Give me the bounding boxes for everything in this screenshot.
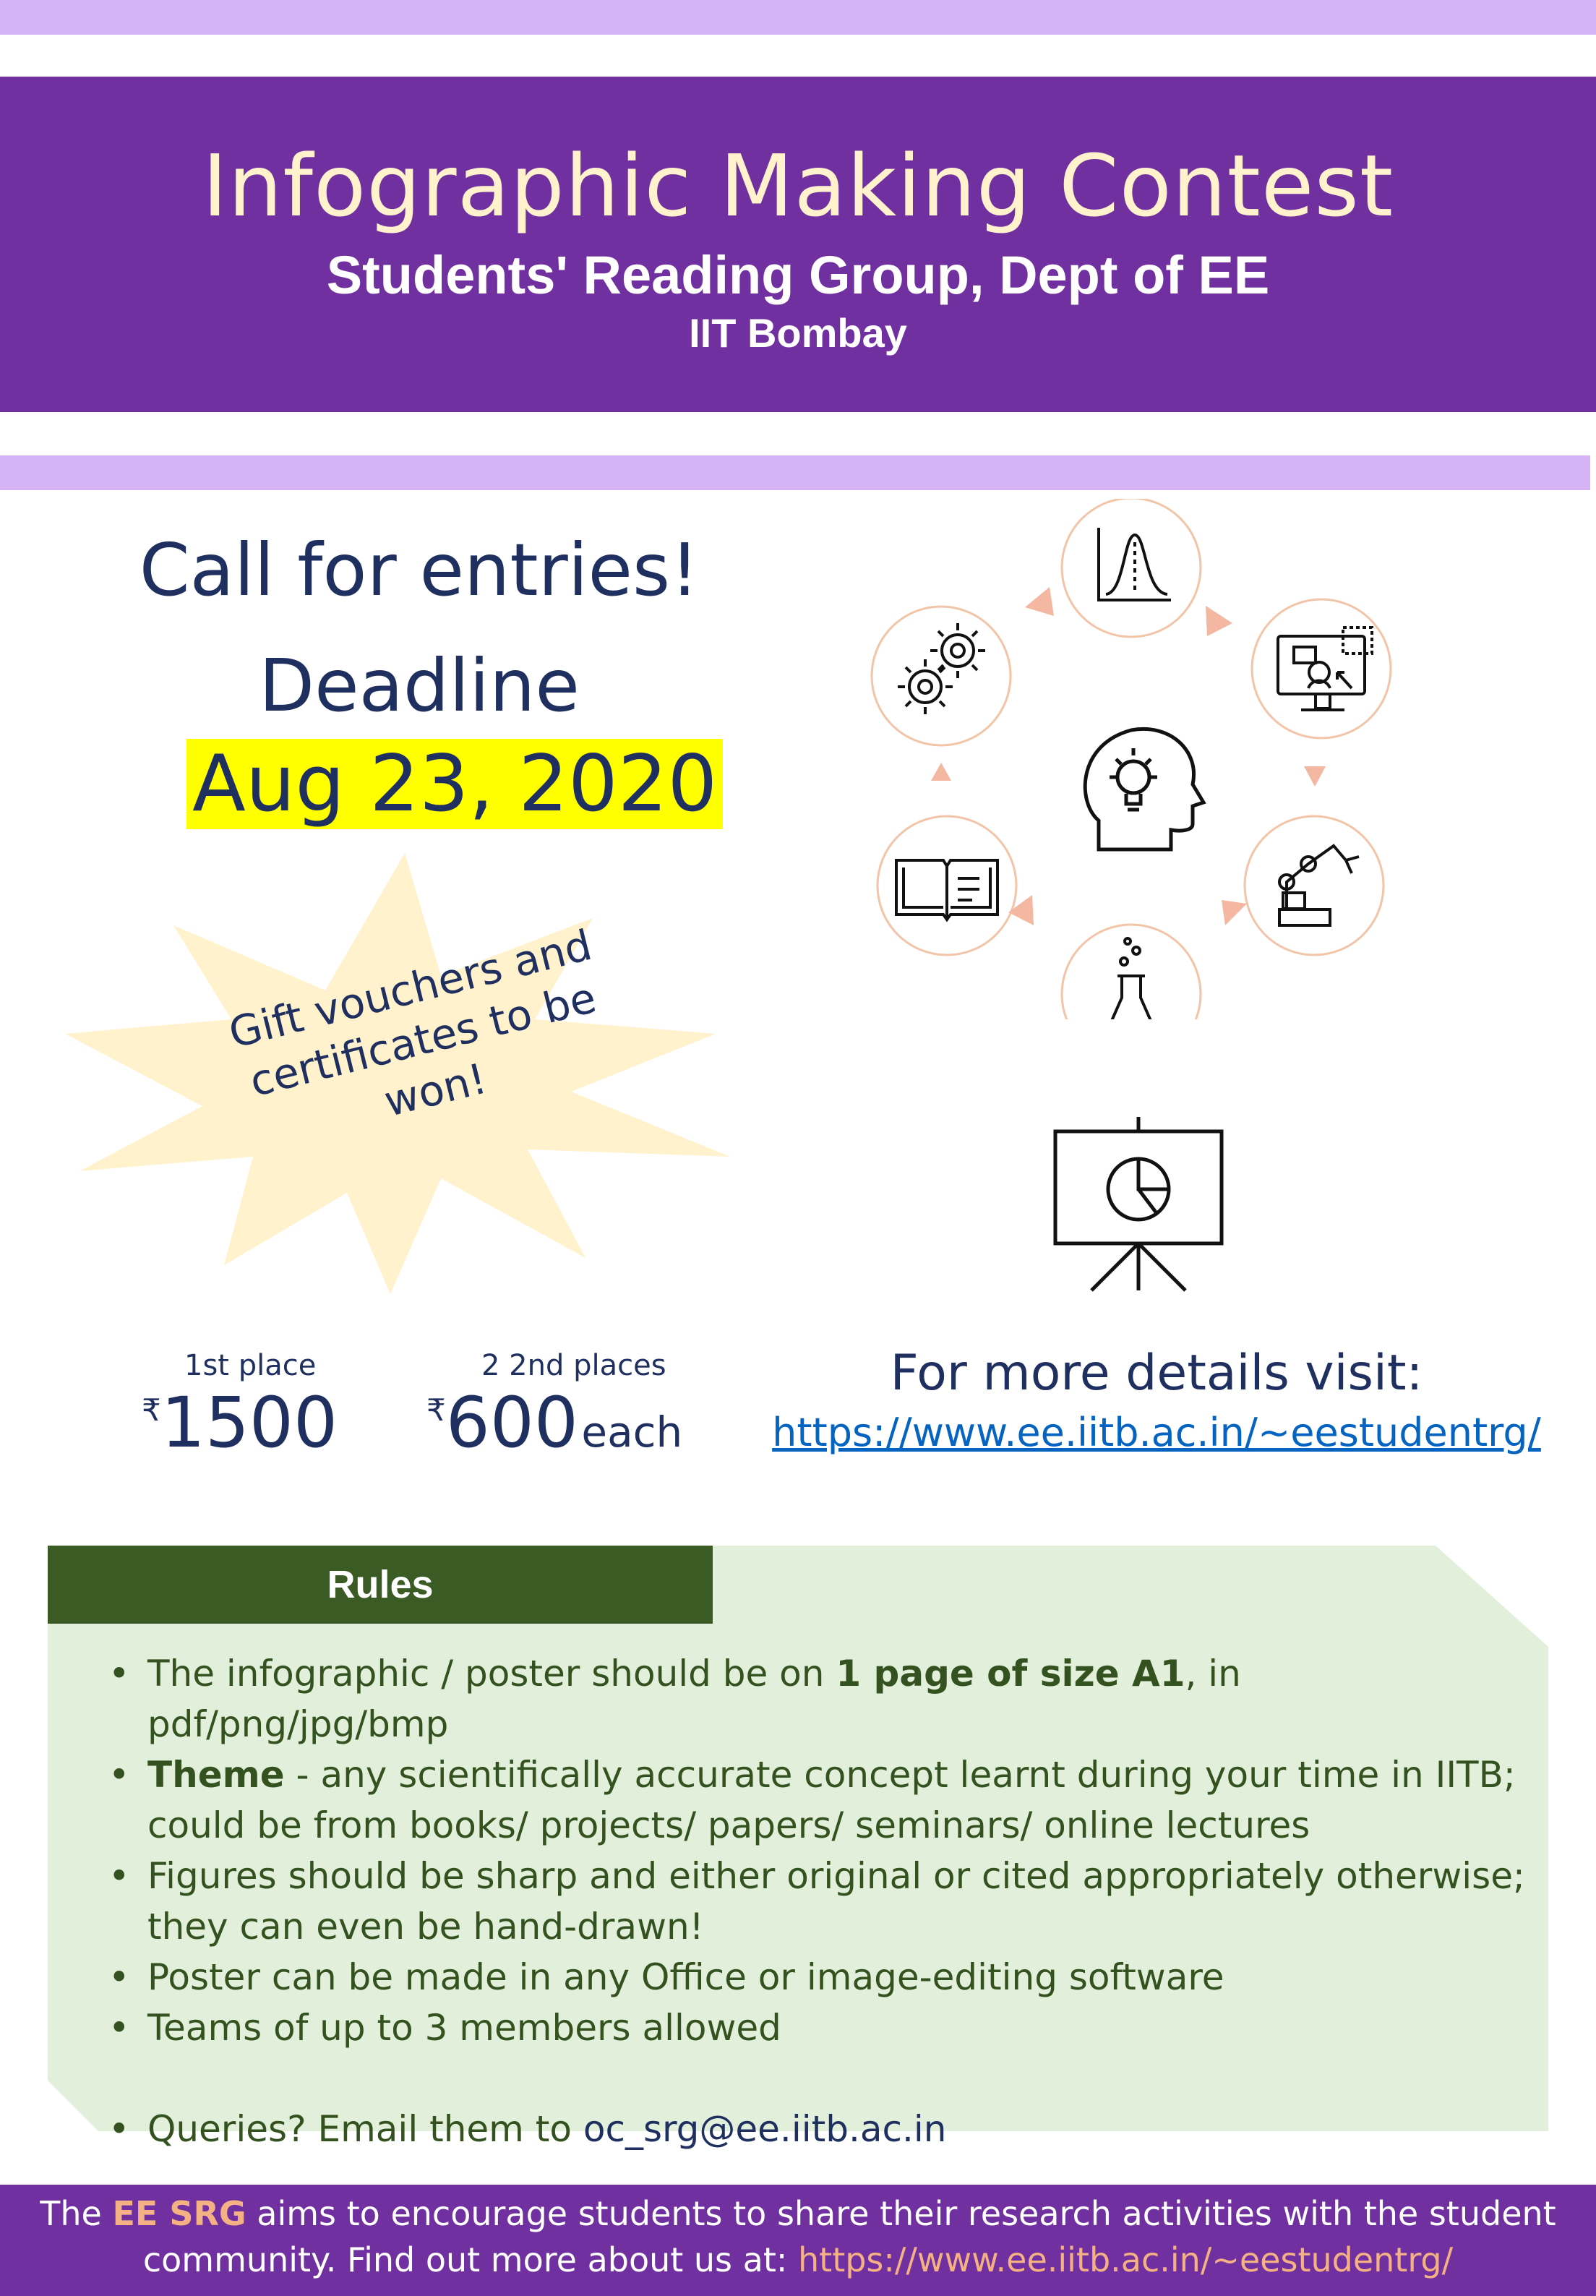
rule-item: • Figures should be sharp and either original or cited appropriately otherwise; they can even be hand-drawn!	[108, 1851, 1525, 1952]
queries-email-link[interactable]: oc_srg@ee.iitb.ac.in	[583, 2108, 947, 2150]
rule-item: • Poster can be made in any Office or image-editing software	[108, 1952, 1525, 2002]
deadline-label: Deadline	[259, 643, 580, 728]
prize-1-amount: 1500	[160, 1382, 338, 1463]
footer-banner: The EE SRG aims to encourage students to share their research activities with the student community. Find out more about us at: https://www.ee.iitb.ac.in/~eestudentrg/	[0, 2185, 1596, 2296]
top-band	[0, 0, 1596, 35]
rule-item: • Theme - any scientifically accurate concept learnt during your time in IITB; could be from books/ projects/ papers/ seminars/ online lectures	[108, 1749, 1525, 1851]
details-link[interactable]: https://www.ee.iitb.ac.in/~eestudentrg/	[772, 1410, 1541, 1455]
prize-2-suffix: each	[581, 1408, 683, 1457]
page-title: Infographic Making Contest	[202, 136, 1394, 236]
rules-list	[108, 1648, 1525, 2154]
queries-item: • Queries? Email them to oc_srg@ee.iitb.ac.in	[108, 2104, 1525, 2154]
prize-1-label: 1st place	[184, 1349, 317, 1382]
head-bulb-icon	[1085, 729, 1204, 849]
footer-link[interactable]: https://www.ee.iitb.ac.in/~eestudentrg/	[798, 2240, 1454, 2279]
prize-1	[142, 1382, 338, 1463]
rule-item: • The infographic / poster should be on 1 page of size A1, in pdf/png/jpg/bmp	[108, 1648, 1525, 1749]
prize-2-amount: 600	[445, 1382, 578, 1463]
rupee-icon: ₹	[426, 1393, 446, 1427]
presentation-board-icon	[1048, 1113, 1229, 1294]
institute-name: IIT Bombay	[689, 310, 907, 356]
details-label: For more details visit:	[890, 1345, 1423, 1402]
divider-band	[0, 455, 1590, 490]
header-banner	[0, 77, 1596, 412]
ee-srg-name: EE SRG	[112, 2194, 246, 2233]
prize-burst-text: Gift vouchers and certificates to be won!	[223, 920, 601, 1127]
deadline-date: Aug 23, 2020	[186, 739, 723, 829]
prize-2	[426, 1382, 682, 1463]
prize-2-label: 2 2nd places	[481, 1349, 666, 1382]
research-cycle-diagram	[860, 499, 1410, 1019]
rules-heading: Rules	[48, 1546, 713, 1624]
call-for-entries: Call for entries!	[139, 528, 700, 612]
organizer-name: Students' Reading Group, Dept of EE	[326, 245, 1270, 305]
rupee-icon: ₹	[142, 1393, 161, 1427]
rule-item: • Teams of up to 3 members allowed	[108, 2002, 1525, 2053]
